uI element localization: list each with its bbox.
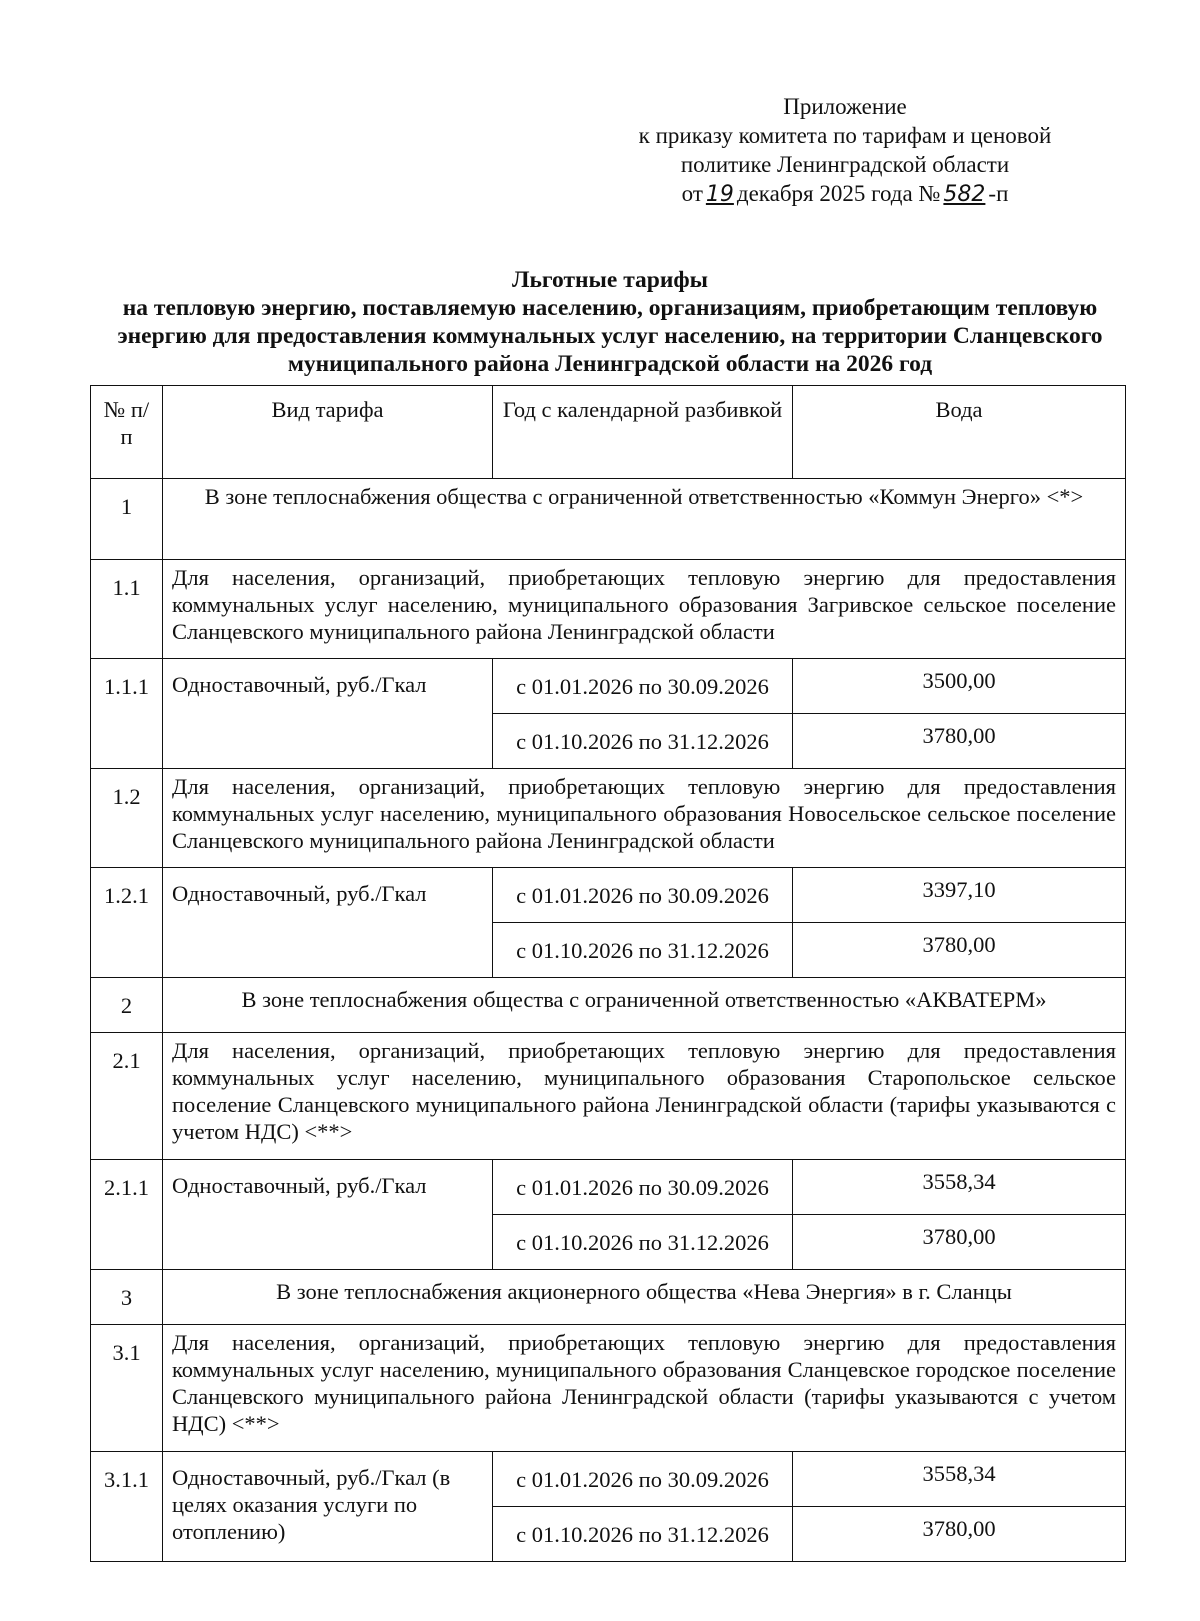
consumer-row (91, 769, 1126, 868)
tariff-row (91, 1452, 1126, 1507)
tariff-value: 3558,34 (793, 1160, 1126, 1215)
tariff-value: 3780,00 (793, 923, 1126, 978)
tariff-value: 3397,10 (793, 868, 1126, 923)
zone-description: В зоне теплоснабжения общества с ограниченной ответственностью «Коммун Энерго» <*> (163, 479, 1126, 560)
consumer-row (91, 1325, 1126, 1452)
consumer-description: Для населения, организаций, приобретающих тепловую энергию для предоставления коммунальных услуг населению, муниципального образования Сланцевское городское поселение Сланцевского муниципального района Ленинградской области (тарифы указываются с учетом НДС) <**> (163, 1325, 1126, 1452)
zone-number: 1 (91, 479, 163, 560)
table-header-row (91, 386, 1126, 479)
order-suffix: -п (988, 181, 1009, 206)
tariff-period: с 01.01.2026 по 30.09.2026 (493, 1452, 793, 1507)
tariff-value: 3558,34 (793, 1452, 1126, 1507)
zone-description: В зоне теплоснабжения общества с ограниченной ответственностью «АКВАТЕРМ» (163, 978, 1126, 1033)
tariff-period: с 01.01.2026 по 30.09.2026 (493, 868, 793, 923)
consumer-number: 1.2 (91, 769, 163, 868)
tariff-value: 3780,00 (793, 1215, 1126, 1270)
tariff-number: 3.1.1 (91, 1452, 163, 1562)
consumer-row (91, 560, 1126, 659)
tariff-period: с 01.01.2026 по 30.09.2026 (493, 1160, 793, 1215)
zone-number: 3 (91, 1270, 163, 1325)
consumer-number: 1.1 (91, 560, 163, 659)
handwritten-day: 19 (705, 182, 734, 207)
title-line-1: Льготные тарифы (512, 267, 708, 293)
zone-row (91, 1270, 1126, 1325)
tariff-row (91, 1160, 1126, 1215)
appendix-block (560, 92, 1130, 209)
tariff-label: Одноставочный, руб./Гкал (163, 659, 493, 769)
consumer-number: 2.1 (91, 1033, 163, 1160)
appendix-line-3: политике Ленинградской области (680, 152, 1010, 177)
title-line-2: на тепловую энергию, поставляемую населению, организациям, приобретающим тепловую (122, 295, 1098, 321)
tariff-period: с 01.01.2026 по 30.09.2026 (493, 659, 793, 714)
tariff-period: с 01.10.2026 по 31.12.2026 (493, 1507, 793, 1562)
header-tariff-type: Вид тарифа (163, 386, 493, 479)
appendix-date-line (560, 179, 1130, 209)
tariff-period: с 01.10.2026 по 31.12.2026 (493, 1215, 793, 1270)
zone-number: 2 (91, 978, 163, 1033)
consumer-description: Для населения, организаций, приобретающих тепловую энергию для предоставления коммунальных услуг населению, муниципального образования Загривское сельское поселение Сланцевского муниципального района Ленинградской области (163, 560, 1126, 659)
document-title (95, 266, 1125, 378)
title-line-3: энергию для предоставления коммунальных услуг населению, на территории Сланцевского (117, 323, 1103, 349)
appendix-line-2: к приказу комитета по тарифам и ценовой (638, 123, 1052, 148)
tariff-number: 2.1.1 (91, 1160, 163, 1270)
tariff-value: 3780,00 (793, 1507, 1126, 1562)
zone-row (91, 479, 1126, 560)
tariff-row (91, 868, 1126, 923)
consumer-row (91, 1033, 1126, 1160)
date-prefix: от (681, 181, 703, 206)
tariff-table (90, 385, 1126, 1562)
tariff-number: 1.2.1 (91, 868, 163, 978)
zone-description: В зоне теплоснабжения акционерного общества «Нева Энергия» в г. Сланцы (163, 1270, 1126, 1325)
tariff-value: 3500,00 (793, 659, 1126, 714)
handwritten-order-number: 582 (943, 182, 986, 207)
tariff-number: 1.1.1 (91, 659, 163, 769)
appendix-line-1: Приложение (783, 94, 907, 119)
header-num: № п/п (91, 386, 163, 479)
consumer-number: 3.1 (91, 1325, 163, 1452)
zone-row (91, 978, 1126, 1033)
consumer-description: Для населения, организаций, приобретающих тепловую энергию для предоставления коммунальных услуг населению, муниципального образования Старопольское сельское поселение Сланцевского муниципального района Ленинградской области (тарифы указываются с учетом НДС) <**> (163, 1033, 1126, 1160)
date-mid: декабря 2025 года № (736, 181, 941, 206)
tariff-row (91, 659, 1126, 714)
tariff-period: с 01.10.2026 по 31.12.2026 (493, 714, 793, 769)
tariff-value: 3780,00 (793, 714, 1126, 769)
title-line-4: муниципального района Ленинградской области на 2026 год (287, 351, 933, 377)
consumer-description: Для населения, организаций, приобретающих тепловую энергию для предоставления коммунальных услуг населению, муниципального образования Новосельское сельское поселение Сланцевского муниципального района Ленинградской области (163, 769, 1126, 868)
tariff-label: Одноставочный, руб./Гкал (163, 868, 493, 978)
tariff-label: Одноставочный, руб./Гкал (в целях оказания услуги по отоплению) (163, 1452, 493, 1562)
tariff-period: с 01.10.2026 по 31.12.2026 (493, 923, 793, 978)
header-period: Год с календарной разбивкой (493, 386, 793, 479)
header-water: Вода (793, 386, 1126, 479)
tariff-label: Одноставочный, руб./Гкал (163, 1160, 493, 1270)
